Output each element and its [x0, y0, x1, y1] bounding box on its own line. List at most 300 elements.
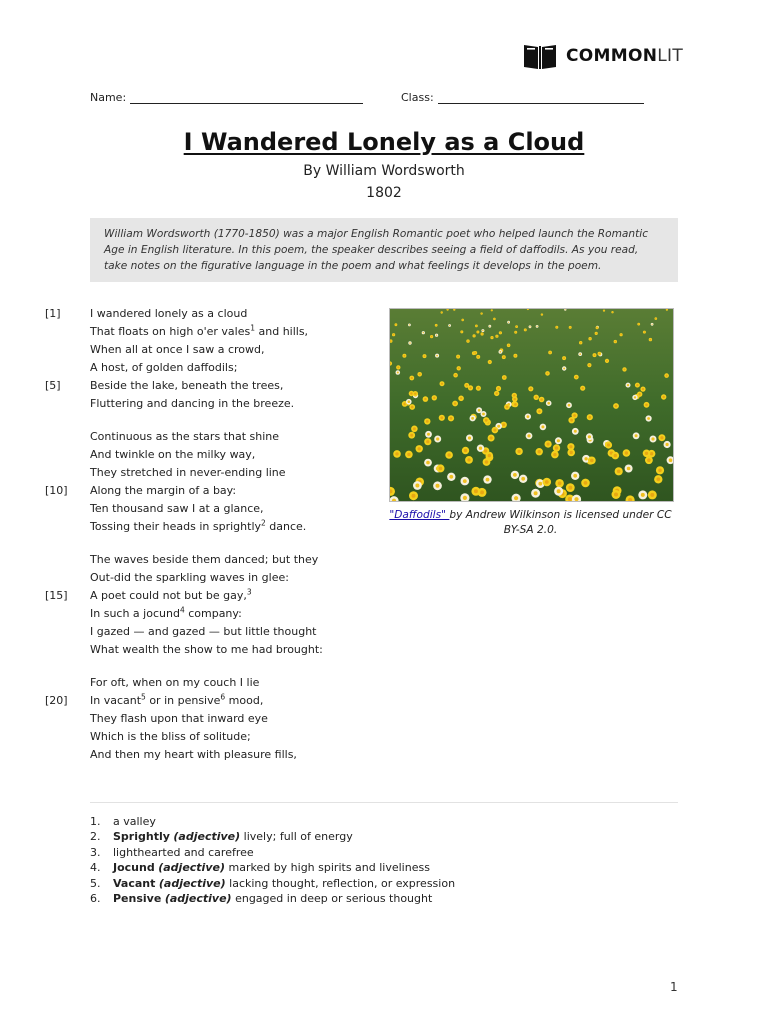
daffodil-trumpet	[404, 355, 406, 357]
daffodil-trumpet	[418, 447, 421, 450]
daffodil-trumpet	[441, 312, 442, 313]
daffodil-trumpet	[497, 387, 499, 389]
footnote-divider	[90, 802, 678, 803]
daffodil-trumpet	[424, 398, 426, 400]
poem-line	[90, 551, 380, 569]
daffodil-trumpet	[473, 335, 474, 336]
daffodil-trumpet	[639, 393, 641, 395]
daffodil-trumpet	[575, 376, 577, 378]
footnote-definition: lacking thought, reflection, or expression	[229, 876, 456, 890]
daffodil-trumpet	[636, 384, 638, 386]
daffodil-trumpet	[625, 451, 628, 454]
daffodil-trumpet	[529, 326, 530, 327]
line-text: A host, of golden daffodils;	[90, 361, 238, 374]
open-book-icon	[522, 42, 558, 70]
daffodil-trumpet	[538, 450, 541, 453]
daffodil-trumpet	[503, 356, 505, 358]
daffodil-trumpet	[537, 326, 538, 327]
daffodil-trumpet	[468, 436, 471, 439]
daffodil-trumpet	[568, 486, 572, 490]
line-text: What wealth the show to me had brought:	[90, 643, 323, 656]
footnote-term: Pensive	[113, 891, 162, 905]
daffodil-trumpet	[627, 467, 631, 471]
poem-line	[45, 305, 380, 323]
daffodil-trumpet	[500, 351, 502, 353]
class-field	[401, 91, 644, 104]
daffodil-trumpet	[530, 388, 532, 390]
daffodil-trumpet	[599, 353, 601, 355]
poem-author: By William Wordsworth	[303, 163, 465, 179]
line-number: [20]	[45, 694, 68, 707]
daffodil-trumpet	[627, 384, 629, 386]
daffodil-trumpet	[436, 484, 440, 488]
daffodil-trumpet	[617, 470, 621, 474]
daffodil-trumpet	[538, 482, 542, 486]
footnote-ref: 4	[179, 605, 185, 615]
daffodil-trumpet	[589, 338, 590, 339]
daffodil-trumpet	[596, 327, 597, 328]
line-number: [5]	[45, 379, 61, 392]
line-text: They stretched in never-ending line	[90, 466, 286, 479]
daffodil-trumpet	[570, 419, 573, 422]
daffodil-trumpet	[467, 340, 469, 342]
daffodil-trumpet	[496, 336, 497, 337]
daffodil-trumpet	[478, 409, 481, 412]
daffodil-trumpet	[663, 396, 665, 398]
daffodil-trumpet	[612, 312, 613, 313]
line-text: Beside the lake, beneath the trees,	[90, 379, 284, 392]
daffodil-trumpet	[582, 387, 584, 389]
daffodil-trumpet	[658, 469, 662, 473]
daffodil-trumpet	[655, 318, 656, 319]
poem-line	[90, 395, 380, 413]
footnote-ref: 6	[220, 692, 226, 702]
daffodil-trumpet	[549, 352, 551, 354]
daffodil-trumpet	[563, 357, 565, 359]
daffodil-trumpet	[514, 403, 517, 406]
daffodils-image	[390, 309, 673, 501]
stanza	[45, 305, 380, 413]
line-number: [1]	[45, 307, 61, 320]
daffodil-trumpet	[596, 333, 597, 334]
daffodil-trumpet	[556, 327, 557, 328]
daffodil-trumpet	[433, 397, 435, 399]
daffodil-trumpet	[584, 481, 588, 485]
daffodil-trumpet	[624, 368, 626, 370]
poem-line	[90, 710, 380, 728]
daffodil-trumpet	[393, 334, 394, 335]
daffodil-trumpet	[535, 396, 537, 398]
daffodil-trumpet	[424, 355, 426, 357]
daffodil-trumpet	[431, 336, 432, 337]
daffodil-trumpet	[407, 453, 410, 456]
daffodil-trumpet	[454, 402, 457, 405]
daffodil-trumpet	[669, 458, 673, 462]
footnote-definition: marked by high spirits and liveliness	[228, 861, 430, 875]
photo-caption	[389, 508, 672, 538]
daffodil-trumpet	[479, 447, 482, 450]
daffodil-trumpet	[573, 414, 576, 417]
daffodil-trumpet	[454, 309, 455, 310]
daffodil-trumpet	[558, 481, 562, 485]
daffodil-trumpet	[570, 451, 573, 454]
daffodil-trumpet	[590, 459, 594, 463]
daffodil-trumpet	[547, 372, 549, 374]
footnote-number: 1.	[90, 815, 101, 828]
intro-box: William Wordsworth (1770-1850) was a major English Romantic poet who helped launch the Romantic Age in English literature. In this poem, the speaker describes seeing a field of daffodils. As you read, take notes on the figurative language in the poem and what feelings it develops in the poem.	[90, 218, 678, 282]
daffodil-trumpet	[516, 326, 517, 327]
daffodil-trumpet	[436, 335, 437, 336]
daffodil-trumpet	[534, 491, 538, 495]
footnote-term: Vacant	[113, 876, 156, 890]
daffodil-trumpet	[517, 450, 520, 453]
daffodil-trumpet	[660, 436, 663, 439]
footnote	[90, 829, 455, 844]
daffodil-trumpet	[638, 324, 639, 325]
daffodil-trumpet	[480, 490, 484, 494]
daffodil-trumpet	[588, 364, 590, 366]
daffodil-trumpet	[413, 427, 416, 430]
line-number: [15]	[45, 589, 68, 602]
line-text-mid: or in pensive	[145, 694, 221, 707]
daffodil-trumpet	[620, 334, 621, 335]
footnote-definition: engaged in deep or serious thought	[235, 891, 433, 905]
daffodil-trumpet	[447, 453, 450, 456]
daffodil-trumpet	[615, 405, 618, 408]
caption-credit: by Andrew Wilkinson is licensed under CC BY-SA 2.0.	[449, 509, 672, 536]
daffodil-trumpet	[477, 331, 478, 332]
footnote-definition: lighthearted and carefree	[113, 845, 254, 859]
daffodil-trumpet	[553, 453, 556, 456]
daffodil-trumpet	[650, 452, 653, 455]
daffodil-trumpet	[474, 352, 476, 354]
daffodil-trumpet	[436, 355, 438, 357]
daffodil-trumpet	[476, 325, 477, 326]
daffodil-trumpet	[484, 449, 487, 452]
daffodil-trumpet	[491, 310, 492, 311]
daffodil-trumpet	[514, 496, 518, 500]
daffodil-trumpet	[573, 474, 577, 478]
poem-line	[90, 323, 380, 341]
footnote-pos: (adjective)	[158, 876, 226, 890]
daffodil-trumpet	[412, 494, 416, 498]
line-text: The waves beside them danced; but they	[90, 553, 319, 566]
poem-year: 1802	[366, 185, 402, 201]
daffodil-trumpet	[508, 345, 510, 347]
daffodil-trumpet	[514, 398, 516, 400]
daffodil-trumpet	[489, 361, 491, 363]
poem-body	[45, 305, 380, 779]
daffodil-trumpet	[580, 342, 582, 344]
line-text: In such a jocund	[90, 607, 180, 620]
daffodil-trumpet	[461, 331, 462, 332]
daffodil-trumpet	[426, 420, 429, 423]
footnote-number: 6.	[90, 891, 101, 905]
footnote-number: 3.	[90, 845, 101, 859]
daffodil-trumpet	[557, 489, 561, 493]
footnote	[90, 860, 455, 875]
daffodil-trumpet	[494, 318, 495, 319]
daffodil-trumpet	[460, 397, 462, 399]
line-number: [10]	[45, 484, 68, 497]
footnote-ref: 3	[246, 587, 252, 597]
line-text: And twinkle on the milky way,	[90, 448, 256, 461]
daffodil-trumpet	[570, 327, 571, 328]
class-label: Class:	[401, 91, 434, 104]
daffodil-trumpet	[467, 458, 470, 461]
daffodil-trumpet	[469, 387, 471, 389]
page-number: 1	[670, 980, 678, 994]
daffodil-trumpet	[563, 368, 565, 370]
daffodil-trumpet	[656, 477, 660, 481]
daffodil-trumpet	[647, 458, 651, 462]
daffodil-trumpet	[493, 429, 496, 432]
commonlit-logo	[522, 42, 683, 70]
daffodil-trumpet	[423, 332, 424, 333]
footnote	[90, 814, 455, 829]
daffodil-trumpet	[466, 384, 468, 386]
line-text: They flash upon that inward eye	[90, 712, 268, 725]
daffodil-trumpet	[481, 333, 482, 334]
daffodil-trumpet	[644, 331, 645, 332]
poem-line	[90, 746, 380, 764]
daffodil-trumpet	[426, 440, 429, 443]
daffodil-trumpet	[449, 325, 450, 326]
daffodil-trumpet	[409, 342, 411, 344]
caption-link[interactable]: "Daffodils"	[389, 509, 450, 521]
poem-line	[90, 569, 380, 587]
stanza	[45, 428, 380, 536]
daffodil-trumpet	[409, 324, 410, 325]
daffodil-trumpet	[490, 436, 493, 439]
poem-line	[45, 692, 380, 710]
daffodil-trumpet	[477, 356, 479, 358]
daffodil-trumpet	[482, 413, 485, 416]
daffodil-trumpet	[503, 376, 505, 378]
line-text-after: mood,	[225, 694, 264, 707]
daffodil-trumpet	[515, 355, 517, 357]
name-label: Name:	[90, 91, 127, 104]
daffodil-trumpet	[645, 404, 648, 407]
daffodil-trumpet	[527, 434, 530, 437]
daffodil-trumpet	[615, 341, 617, 343]
daffodil-trumpet	[474, 489, 478, 493]
daffodil-trumpet	[397, 366, 399, 368]
line-text: I gazed — and gazed — but little thought	[90, 625, 317, 638]
daffodil-trumpet	[449, 475, 453, 479]
daffodil-trumpet	[515, 332, 516, 333]
line-text: Along the margin of a bay:	[90, 484, 237, 497]
daffodil-trumpet	[439, 467, 443, 471]
daffodil-trumpet	[538, 410, 541, 413]
daffodil-trumpet	[614, 454, 617, 457]
daffodil-trumpet	[440, 416, 443, 419]
footnote	[90, 876, 455, 891]
daffodil-trumpet	[441, 383, 443, 385]
line-text: Out-did the sparkling waves in glee:	[90, 571, 289, 584]
daffodil-trumpet	[569, 445, 572, 448]
footnote	[90, 845, 455, 860]
brand-name: COMMONLIT	[566, 46, 684, 66]
daffodil-trumpet	[408, 400, 411, 403]
line-text: A poet could not but be gay,	[90, 589, 247, 602]
daffodil-trumpet	[606, 360, 608, 362]
daffodil-trumpet	[436, 437, 439, 440]
daffodil-trumpet	[477, 387, 479, 389]
daffodil-trumpet	[395, 324, 396, 325]
daffodil-trumpet	[419, 373, 421, 375]
daffodil-trumpet	[426, 461, 430, 465]
daffodil-trumpet	[645, 452, 648, 455]
daffodil-trumpet	[450, 417, 453, 420]
daffodil-trumpet	[508, 322, 509, 323]
footnote-pos: (adjective)	[173, 830, 241, 844]
daffodil-trumpet	[506, 406, 509, 409]
daffodil-trumpet	[666, 375, 668, 377]
line-text: And then my heart with pleasure fills,	[90, 748, 297, 761]
daffodil-trumpet	[489, 326, 490, 327]
daffodil-trumpet	[588, 435, 591, 438]
poem-line	[90, 641, 380, 659]
daffodil-trumpet	[502, 423, 505, 426]
daffodil-trumpet	[471, 417, 474, 420]
line-text-after: dance.	[265, 520, 307, 533]
daffodil-trumpet	[482, 330, 483, 331]
daffodil-trumpet	[447, 309, 448, 310]
footnote-ref: 2	[261, 518, 266, 528]
line-text: Fluttering and dancing in the breeze.	[90, 397, 295, 410]
footnote-number: 2.	[90, 830, 101, 844]
line-text: Tossing their heads in sprightly	[90, 520, 262, 533]
daffodil-trumpet	[500, 332, 501, 333]
footnotes	[90, 814, 455, 906]
line-text: Which is the bliss of solitude;	[90, 730, 251, 743]
line-text-after: and hills,	[255, 325, 309, 338]
daffodil-trumpet	[411, 406, 414, 409]
poem-line	[90, 518, 380, 536]
footnote	[90, 891, 455, 906]
daffodil-trumpet	[521, 477, 525, 481]
poem-line	[90, 464, 380, 482]
daffodil-trumpet	[455, 374, 457, 376]
footnote-number: 4.	[90, 861, 101, 875]
daffodil-trumpet	[410, 392, 412, 394]
daffodil-trumpet	[588, 416, 591, 419]
daffodil-trumpet	[410, 434, 413, 437]
footnote-pos: (adjective)	[158, 861, 225, 875]
daffodil-trumpet	[525, 329, 526, 330]
line-text-after: company:	[184, 607, 242, 620]
name-field	[90, 91, 363, 104]
footnote-term: Sprightly	[113, 830, 170, 844]
daffodil-trumpet	[415, 484, 419, 488]
daffodil-trumpet	[411, 377, 413, 379]
daffodil-trumpet	[547, 402, 550, 405]
daffodil-trumpet	[579, 353, 581, 355]
daffodils-photo	[389, 308, 674, 502]
daffodil-trumpet	[463, 496, 467, 500]
poem-line	[90, 359, 380, 377]
poem-line	[90, 728, 380, 746]
daffodil-trumpet	[541, 425, 544, 428]
stanza	[45, 551, 380, 659]
name-line[interactable]	[130, 91, 363, 104]
daffodil-trumpet	[642, 388, 644, 390]
daffodil-trumpet	[614, 493, 618, 497]
daffodil-trumpet	[652, 324, 653, 325]
daffodil-trumpet	[568, 404, 571, 407]
poem-line	[90, 428, 380, 446]
daffodil-trumpet	[481, 313, 482, 314]
footnote-pos: (adjective)	[164, 891, 232, 905]
daffodil-trumpet	[545, 480, 549, 484]
poem-line	[45, 587, 380, 605]
daffodil-trumpet	[488, 454, 491, 457]
line-text: In vacant	[90, 694, 142, 707]
daffodil-trumpet	[497, 425, 500, 428]
daffodil-trumpet	[547, 443, 550, 446]
daffodil-trumpet	[584, 457, 587, 460]
footnote-definition: lively; full of energy	[243, 830, 353, 844]
stanza	[45, 674, 380, 764]
poem-line	[90, 623, 380, 641]
daffodil-trumpet	[634, 396, 636, 398]
daffodil-trumpet	[390, 340, 392, 342]
daffodil-trumpet	[436, 325, 437, 326]
daffodil-trumpet	[607, 443, 610, 446]
poem-line	[90, 674, 380, 692]
poem-line	[90, 605, 380, 623]
daffodil-trumpet	[414, 393, 416, 395]
line-text: Ten thousand saw I at a glance,	[90, 502, 264, 515]
poem-line	[45, 377, 380, 395]
footnote-ref: 5	[141, 692, 146, 702]
daffodil-trumpet	[513, 473, 517, 477]
footnote-definition: a valley	[113, 815, 156, 828]
poem-line	[90, 341, 380, 359]
line-text: I wandered lonely as a cloud	[90, 307, 248, 320]
daffodil-trumpet	[666, 443, 669, 446]
daffodil-trumpet	[527, 415, 530, 418]
daffodil-trumpet	[485, 460, 489, 464]
daffodil-trumpet	[635, 434, 638, 437]
daffodil-trumpet	[666, 309, 667, 310]
daffodil-trumpet	[594, 354, 596, 356]
daffodil-trumpet	[641, 493, 645, 497]
footnote-ref: 1	[250, 323, 255, 333]
daffodil-trumpet	[486, 478, 490, 482]
daffodil-trumpet	[650, 493, 654, 497]
daffodil-trumpet	[458, 367, 460, 369]
daffodil-trumpet	[557, 439, 560, 442]
daffodil-trumpet	[397, 372, 399, 374]
daffodil-trumpet	[395, 452, 398, 455]
daffodil-trumpet	[555, 446, 558, 449]
footnote-number: 5.	[90, 876, 101, 890]
daffodil-trumpet	[540, 398, 543, 401]
line-text: Continuous as the stars that shine	[90, 430, 280, 443]
daffodil-trumpet	[463, 479, 467, 483]
class-line[interactable]	[438, 91, 644, 104]
daffodil-trumpet	[574, 430, 577, 433]
daffodil-trumpet	[457, 356, 459, 358]
daffodil-trumpet	[565, 309, 566, 310]
poem-line	[90, 446, 380, 464]
daffodil-trumpet	[485, 419, 488, 422]
footnote-term: Jocund	[113, 861, 155, 875]
line-text: That floats on high o'er vales	[90, 325, 251, 338]
daffodil-trumpet	[464, 449, 467, 452]
